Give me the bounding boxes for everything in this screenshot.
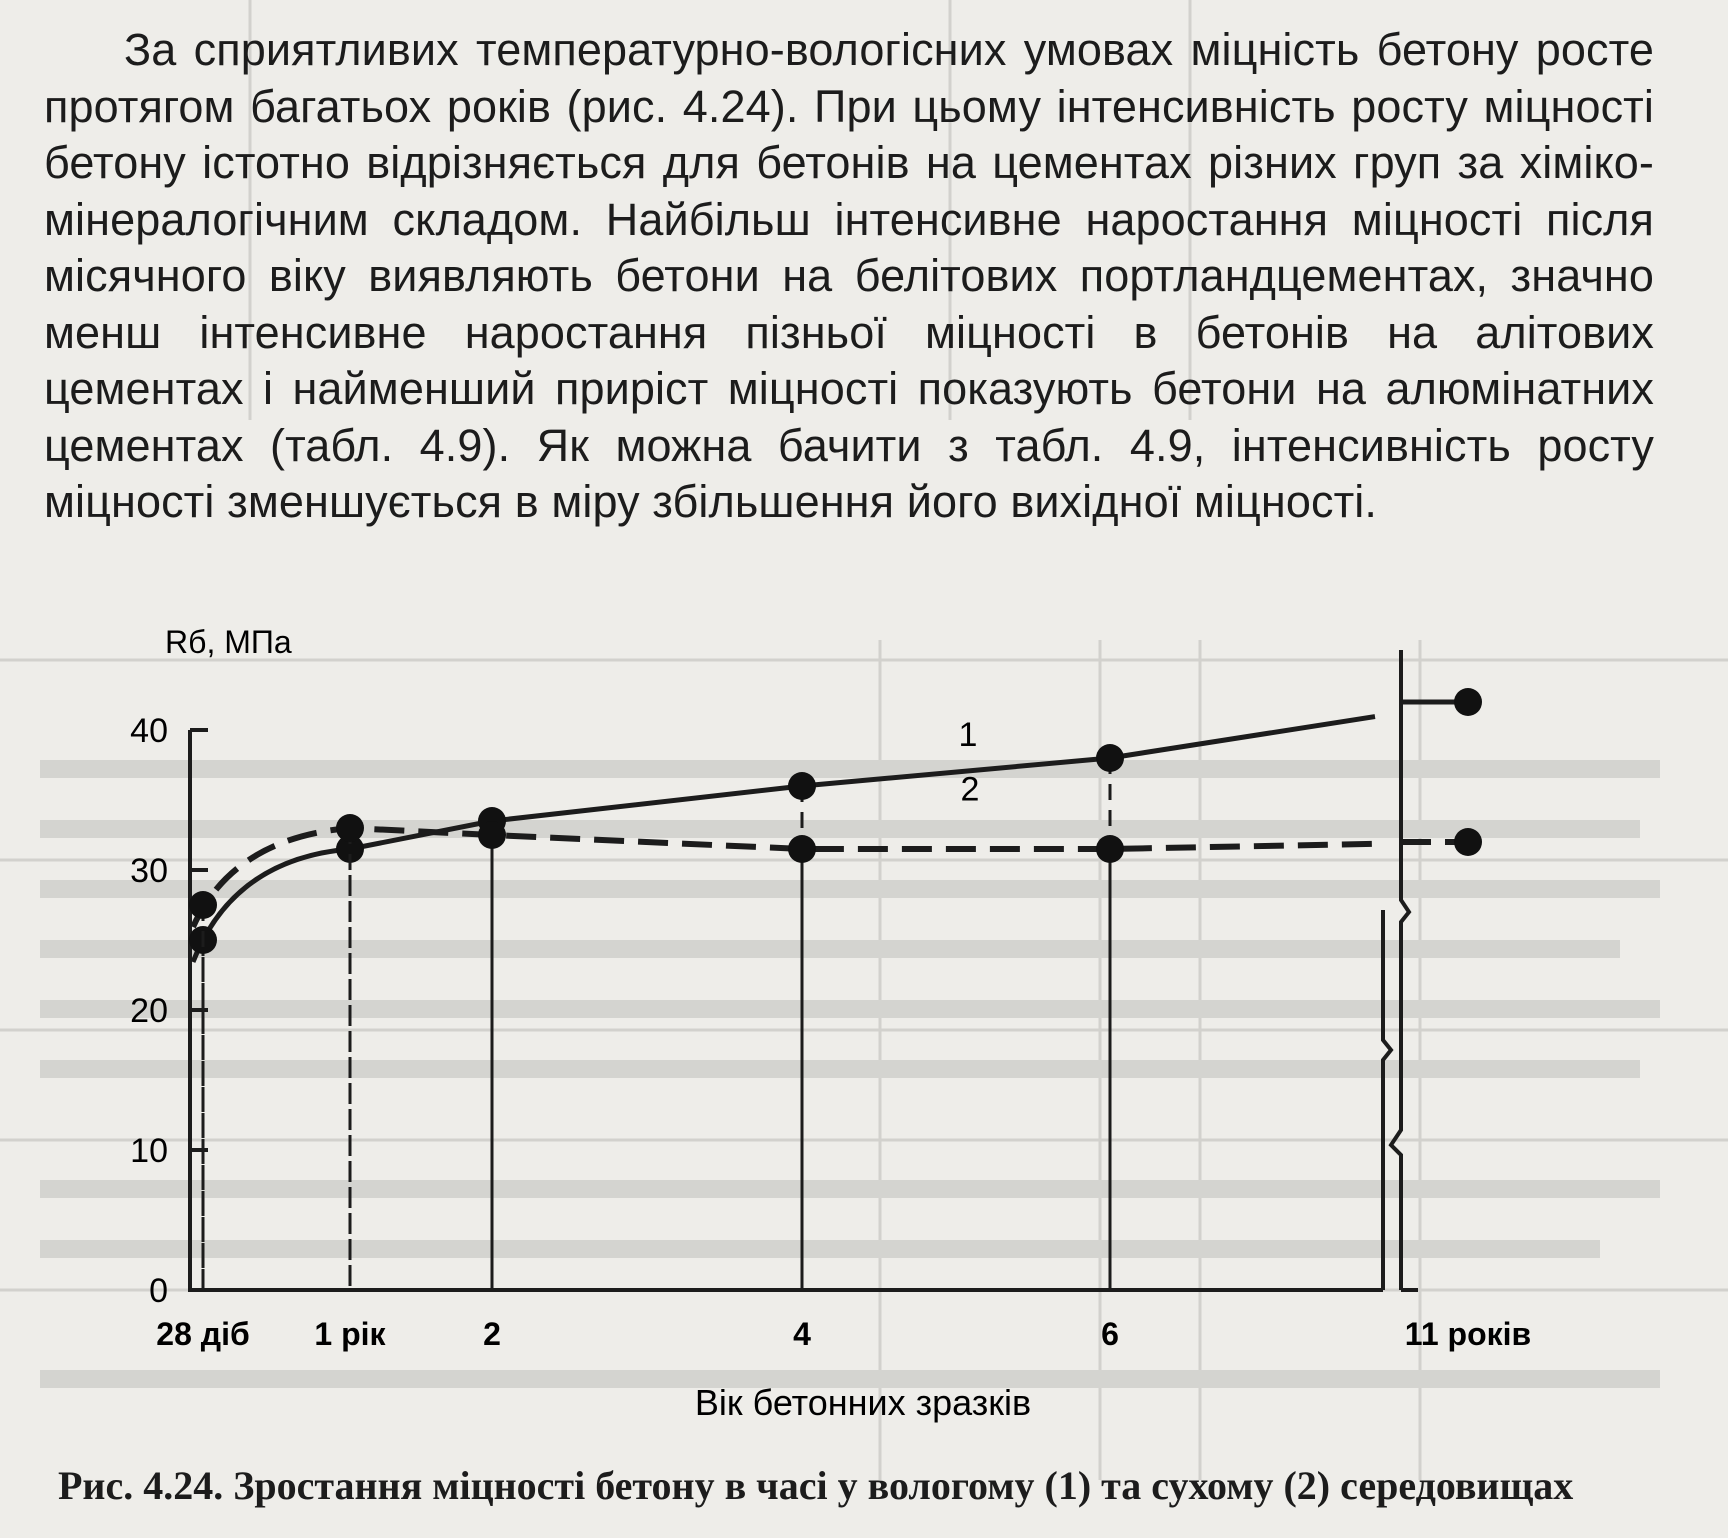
data-point [478,821,506,849]
y-tick-label: 20 [130,992,168,1030]
axis-break-left [1383,910,1391,1290]
y-tick-label: 10 [130,1132,168,1170]
y-axis-label: Rб, МПа [165,624,292,660]
data-point [1096,744,1124,772]
axis-break-right [1391,650,1409,1290]
series-label: 1 [958,715,978,754]
x-axis-label: Вік бетонних зразків [694,1382,1032,1423]
x-tick-label: 6 [1101,1316,1119,1352]
data-point [1096,835,1124,863]
figure-caption: Рис. 4.24. Зростання міцності бетону в часі у вологому (1) та сухому (2) середовищах [58,1463,1574,1508]
x-tick-label: 28 діб [156,1316,250,1352]
y-tick-label: 30 [130,852,168,890]
data-point [189,891,217,919]
strength-growth-chart [0,600,1728,1460]
y-tick-label: 0 [149,1272,168,1310]
series-label: 2 [960,770,980,809]
data-point [1454,828,1482,856]
x-tick-label: 11 років [1404,1316,1532,1352]
y-tick-label: 40 [130,712,168,750]
chart-axes [190,650,1418,1292]
x-tick-label: 2 [483,1316,501,1352]
x-tick-labels [156,1316,1531,1352]
chart-series [189,688,1482,1290]
x-tick-label: 4 [793,1316,811,1352]
data-point [788,772,816,800]
data-point [336,814,364,842]
body-paragraph: За сприятливих температурно-вологісних умовах міцність бетону росте протягом багатьох років (рис. 4.24). При цьому інтенсивність росту міцності бетону істотно відрізняється для бетонів на цементах різних груп за хіміко-мінералогічним складом. Найбільш інтенсивне наростання міцності після місячного віку виявляють бетони на белітових портландцементах, значно менш інтенсивне наростання пізньої міцності в бетонів на алітових цементах і найменший приріст міцності показують бетони на алюмінатних цементах (табл. 4.9). Як можна бачити з табл. 4.9, інтенсивність росту міцності зменшується в міру збільшення його вихідної міцності. [44,24,1654,527]
data-point [1454,688,1482,716]
x-tick-label: 1 рік [314,1316,386,1352]
data-point [788,835,816,863]
y-tick-labels [130,712,208,1310]
